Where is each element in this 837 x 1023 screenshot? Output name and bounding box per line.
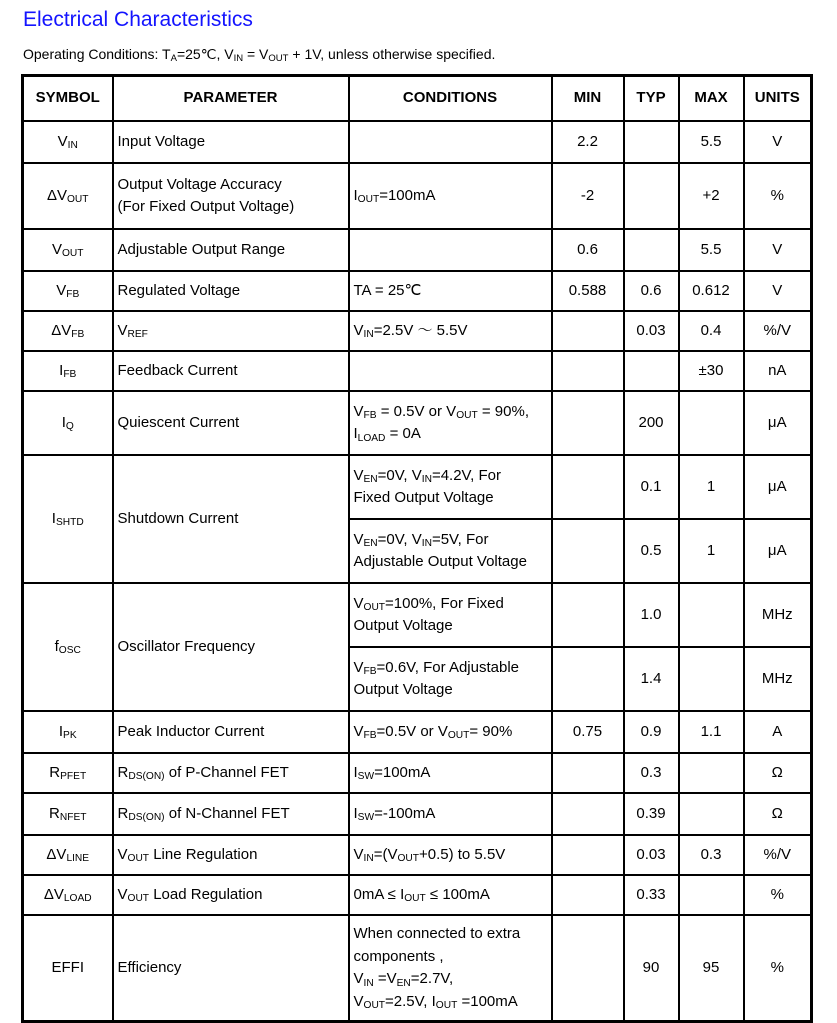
- cell-max: 0.4: [679, 311, 744, 351]
- cell-parameter: Regulated Voltage: [113, 271, 349, 311]
- cell-max: 0.3: [679, 835, 744, 875]
- cell-conditions: $I_{OUT}=100mA$: [349, 163, 552, 229]
- table-row: [23, 711, 812, 753]
- cell-min: [552, 519, 624, 583]
- electrical-characteristics-table: [21, 74, 813, 1023]
- cell-min: [552, 753, 624, 793]
- cell-conditions: $V_{IN}=2.5V$ ～ 5.5V: [349, 311, 552, 351]
- cell-symbol: $\Delta V_{LOAD}$: [23, 875, 113, 915]
- cell-max: 1: [679, 519, 744, 583]
- cell-typ: [624, 351, 679, 391]
- cell-conditions: $V_{OUT}=100\%$, For Fixed Output Voltage: [349, 583, 552, 647]
- cell-parameter: Shutdown Current: [113, 455, 349, 583]
- cell-min: [552, 793, 624, 835]
- cell-max: [679, 753, 744, 793]
- cell-units: nA: [744, 351, 812, 391]
- page-title: Electrical Characteristics: [23, 8, 253, 31]
- table-row: [23, 793, 812, 835]
- cell-max: [679, 793, 744, 835]
- cell-parameter: $R_{DS(ON)}$ of N-Channel FET: [113, 793, 349, 835]
- header-symbol: SYMBOL: [23, 76, 113, 122]
- cell-min: 2.2: [552, 121, 624, 163]
- cell-symbol: $f_{OSC}$: [23, 583, 113, 711]
- cell-conditions: TA = 25℃: [349, 271, 552, 311]
- cell-symbol: $\Delta V_{LINE}$: [23, 835, 113, 875]
- cell-typ: 0.6: [624, 271, 679, 311]
- cell-units: MHz: [744, 583, 812, 647]
- table-row: [23, 455, 812, 519]
- cell-typ: 0.39: [624, 793, 679, 835]
- cell-symbol: $I_{SHTD}$: [23, 455, 113, 583]
- cell-min: [552, 583, 624, 647]
- cell-min: [552, 875, 624, 915]
- table-row: [23, 121, 812, 163]
- header-max: MAX: [679, 76, 744, 122]
- cell-conditions: [349, 229, 552, 271]
- cell-symbol: $V_{IN}$: [23, 121, 113, 163]
- table-row: [23, 915, 812, 1022]
- cell-parameter: Oscillator Frequency: [113, 583, 349, 711]
- cell-min: 0.588: [552, 271, 624, 311]
- cell-parameter: Quiescent Current: [113, 391, 349, 455]
- cell-min: -2: [552, 163, 624, 229]
- cell-symbol: $I_Q$: [23, 391, 113, 455]
- operating-conditions-note: Operating Conditions: $T_A=25℃$, $V_{IN} = V_{OUT} + 1V$, unless otherwise specified.: [23, 46, 496, 65]
- cell-parameter: $V_{OUT}$ Load Regulation: [113, 875, 349, 915]
- cell-parameter: Feedback Current: [113, 351, 349, 391]
- cell-min: [552, 647, 624, 711]
- header-parameter: PARAMETER: [113, 76, 349, 122]
- cell-symbol: EFFI: [23, 915, 113, 1022]
- cell-typ: 0.3: [624, 753, 679, 793]
- cell-units: %/V: [744, 311, 812, 351]
- cell-max: [679, 647, 744, 711]
- table-header-row: [23, 76, 812, 122]
- cell-symbol: $I_{PK}$: [23, 711, 113, 753]
- cell-parameter: $V_{REF}$: [113, 311, 349, 351]
- cell-symbol: $\Delta V_{OUT}$: [23, 163, 113, 229]
- cell-parameter: Peak Inductor Current: [113, 711, 349, 753]
- cell-max: 1: [679, 455, 744, 519]
- cell-parameter: Efficiency: [113, 915, 349, 1022]
- cell-conditions: $0mA \le I_{OUT} \le 100mA$: [349, 875, 552, 915]
- header-conditions: CONDITIONS: [349, 76, 552, 122]
- cell-min: [552, 391, 624, 455]
- cell-conditions: When connected to extra components , $V_{IN} =V_{EN}=2.7V$, $V_{OUT}=2.5V$, $I_{OUT} =100mA$: [349, 915, 552, 1022]
- cell-max: [679, 875, 744, 915]
- cell-min: [552, 351, 624, 391]
- cell-units: V: [744, 121, 812, 163]
- cell-parameter: $R_{DS(ON)}$ of P-Channel FET: [113, 753, 349, 793]
- cell-units: V: [744, 271, 812, 311]
- table-row: [23, 875, 812, 915]
- cell-typ: 1.4: [624, 647, 679, 711]
- cell-typ: 0.1: [624, 455, 679, 519]
- cell-typ: [624, 229, 679, 271]
- cell-units: %: [744, 875, 812, 915]
- cell-typ: 0.5: [624, 519, 679, 583]
- cell-units: V: [744, 229, 812, 271]
- cell-min: [552, 455, 624, 519]
- cell-units: Ω: [744, 793, 812, 835]
- cell-conditions: $V_{IN}=(V_{OUT}+0.5)$ to 5.5V: [349, 835, 552, 875]
- cell-typ: 0.33: [624, 875, 679, 915]
- header-min: MIN: [552, 76, 624, 122]
- cell-units: Ω: [744, 753, 812, 793]
- cell-max: [679, 583, 744, 647]
- cell-symbol: $I_{FB}$: [23, 351, 113, 391]
- cell-symbol: $V_{OUT}$: [23, 229, 113, 271]
- cell-typ: 200: [624, 391, 679, 455]
- cell-max: [679, 391, 744, 455]
- cell-units: %: [744, 163, 812, 229]
- cell-max: 5.5: [679, 229, 744, 271]
- cell-conditions: [349, 121, 552, 163]
- cell-units: %: [744, 915, 812, 1022]
- cell-conditions: $I_{SW}=-100mA$: [349, 793, 552, 835]
- cell-symbol: $R_{PFET}$: [23, 753, 113, 793]
- table-row: [23, 229, 812, 271]
- header-typ: TYP: [624, 76, 679, 122]
- cell-max: +2: [679, 163, 744, 229]
- cell-min: 0.6: [552, 229, 624, 271]
- cell-typ: 1.0: [624, 583, 679, 647]
- cell-units: μA: [744, 455, 812, 519]
- cell-typ: 90: [624, 915, 679, 1022]
- cell-max: 0.612: [679, 271, 744, 311]
- cell-typ: [624, 121, 679, 163]
- header-units: UNITS: [744, 76, 812, 122]
- cell-typ: 0.03: [624, 835, 679, 875]
- cell-units: μA: [744, 391, 812, 455]
- table-row: [23, 351, 812, 391]
- table-row: [23, 163, 812, 229]
- cell-units: MHz: [744, 647, 812, 711]
- cell-conditions: $V_{EN}=0V$, $V_{IN}=5V$, For Adjustable Output Voltage: [349, 519, 552, 583]
- cell-units: A: [744, 711, 812, 753]
- cell-parameter: Adjustable Output Range: [113, 229, 349, 271]
- table-row: [23, 583, 812, 647]
- table-row: [23, 311, 812, 351]
- cell-max: 95: [679, 915, 744, 1022]
- cell-symbol: $\Delta V_{FB}$: [23, 311, 113, 351]
- cell-conditions: $V_{FB} = 0.5V$ or $V_{OUT} = 90\%$, $I_{LOAD} = 0A$: [349, 391, 552, 455]
- cell-symbol: $V_{FB}$: [23, 271, 113, 311]
- cell-max: 1.1: [679, 711, 744, 753]
- cell-max: ±30: [679, 351, 744, 391]
- cell-symbol: $R_{NFET}$: [23, 793, 113, 835]
- cell-conditions: $I_{SW}=100mA$: [349, 753, 552, 793]
- cell-units: μA: [744, 519, 812, 583]
- cell-conditions: $V_{EN}=0V$, $V_{IN}=4.2V$, For Fixed Output Voltage: [349, 455, 552, 519]
- cell-min: [552, 311, 624, 351]
- cell-parameter: Output Voltage Accuracy (For Fixed Output Voltage): [113, 163, 349, 229]
- table-row: [23, 391, 812, 455]
- table-row: [23, 835, 812, 875]
- cell-units: %/V: [744, 835, 812, 875]
- cell-min: [552, 915, 624, 1022]
- cell-conditions: $V_{FB}=0.6V$, For Adjustable Output Voltage: [349, 647, 552, 711]
- cell-conditions: $V_{FB}=0.5V$ or $V_{OUT}= 90\%$: [349, 711, 552, 753]
- table-row: [23, 753, 812, 793]
- cell-min: [552, 835, 624, 875]
- cell-typ: 0.9: [624, 711, 679, 753]
- cell-max: 5.5: [679, 121, 744, 163]
- cell-conditions: [349, 351, 552, 391]
- cell-typ: 0.03: [624, 311, 679, 351]
- cell-parameter: Input Voltage: [113, 121, 349, 163]
- table-row: [23, 271, 812, 311]
- cell-parameter: $V_{OUT}$ Line Regulation: [113, 835, 349, 875]
- cell-min: 0.75: [552, 711, 624, 753]
- cell-typ: [624, 163, 679, 229]
